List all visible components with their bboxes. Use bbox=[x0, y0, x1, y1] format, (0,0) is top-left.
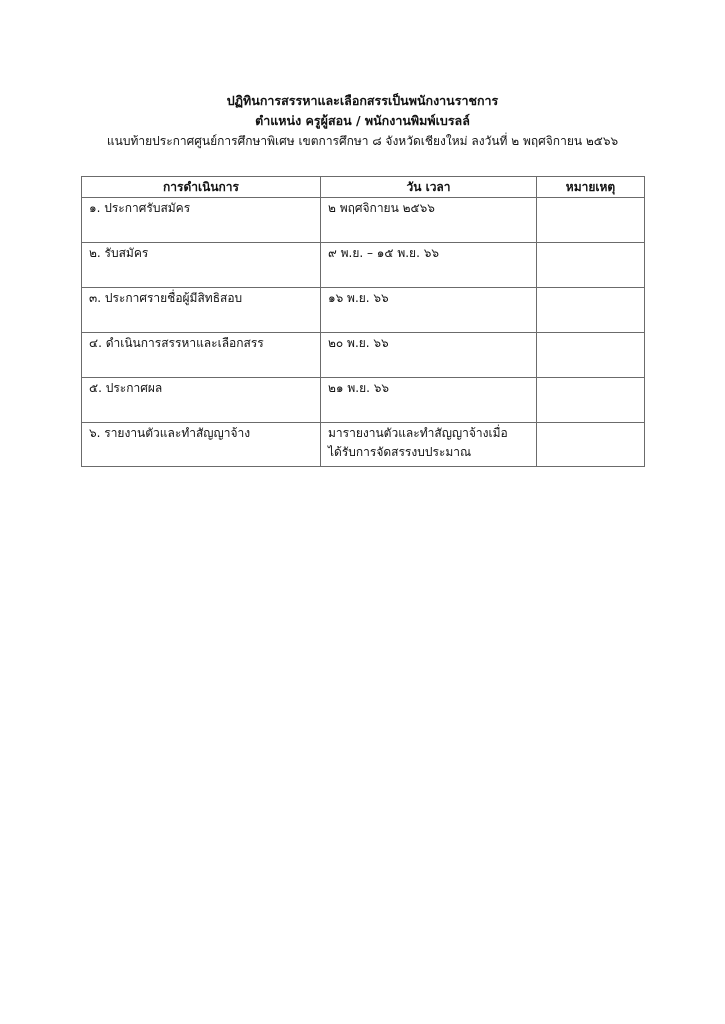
table-row bbox=[82, 378, 645, 423]
cell-remark bbox=[537, 288, 645, 333]
cell-remark bbox=[537, 198, 645, 243]
cell-date: ๑๖ พ.ย. ๖๖ bbox=[321, 288, 537, 333]
cell-remark bbox=[537, 378, 645, 423]
column-header-date: วัน เวลา bbox=[321, 177, 537, 198]
cell-date-line-1: มารายงานตัวและทำสัญญาจ้างเมื่อ bbox=[328, 426, 508, 440]
document-position: ตำแหน่ง ครูผู้สอน / พนักงานพิมพ์เบรลล์ bbox=[255, 113, 470, 128]
cell-date: ๙ พ.ย. – ๑๕ พ.ย. ๖๖ bbox=[321, 243, 537, 288]
cell-step: ๕. ประกาศผล bbox=[82, 378, 321, 423]
document-header bbox=[60, 91, 665, 151]
table-row bbox=[82, 423, 645, 467]
table-row bbox=[82, 198, 645, 243]
document-subtitle: แนบท้ายประกาศศูนย์การศึกษาพิเศษ เขตการศึกษา ๘ จังหวัดเชียงใหม่ ลงวันที่ ๒ พฤศจิกายน ๒๕๖๖ bbox=[106, 134, 619, 148]
cell-remark bbox=[537, 423, 645, 467]
cell-remark bbox=[537, 243, 645, 288]
cell-date: ๒๑ พ.ย. ๖๖ bbox=[321, 378, 537, 423]
cell-step: ๖. รายงานตัวและทำสัญญาจ้าง bbox=[82, 423, 321, 467]
document-title: ปฏิทินการสรรหาและเลือกสรรเป็นพนักงานราชการ bbox=[226, 93, 499, 108]
table-row bbox=[82, 243, 645, 288]
cell-step: ๓. ประกาศรายชื่อผู้มีสิทธิสอบ bbox=[82, 288, 321, 333]
table-header-row bbox=[82, 177, 645, 198]
table-row bbox=[82, 288, 645, 333]
cell-step: ๑. ประกาศรับสมัคร bbox=[82, 198, 321, 243]
cell-step: ๔. ดำเนินการสรรหาและเลือกสรร bbox=[82, 333, 321, 378]
cell-remark bbox=[537, 333, 645, 378]
cell-date-line-2: ได้รับการจัดสรรงบประมาณ bbox=[328, 445, 472, 459]
cell-date: ๒ พฤศจิกายน ๒๕๖๖ bbox=[321, 198, 537, 243]
column-header-remark: หมายเหตุ bbox=[537, 177, 645, 198]
table-row bbox=[82, 333, 645, 378]
cell-date: ๒๐ พ.ย. ๖๖ bbox=[321, 333, 537, 378]
cell-date bbox=[321, 423, 537, 467]
column-header-action: การดำเนินการ bbox=[82, 177, 321, 198]
cell-step: ๒. รับสมัคร bbox=[82, 243, 321, 288]
schedule-table bbox=[81, 176, 645, 467]
